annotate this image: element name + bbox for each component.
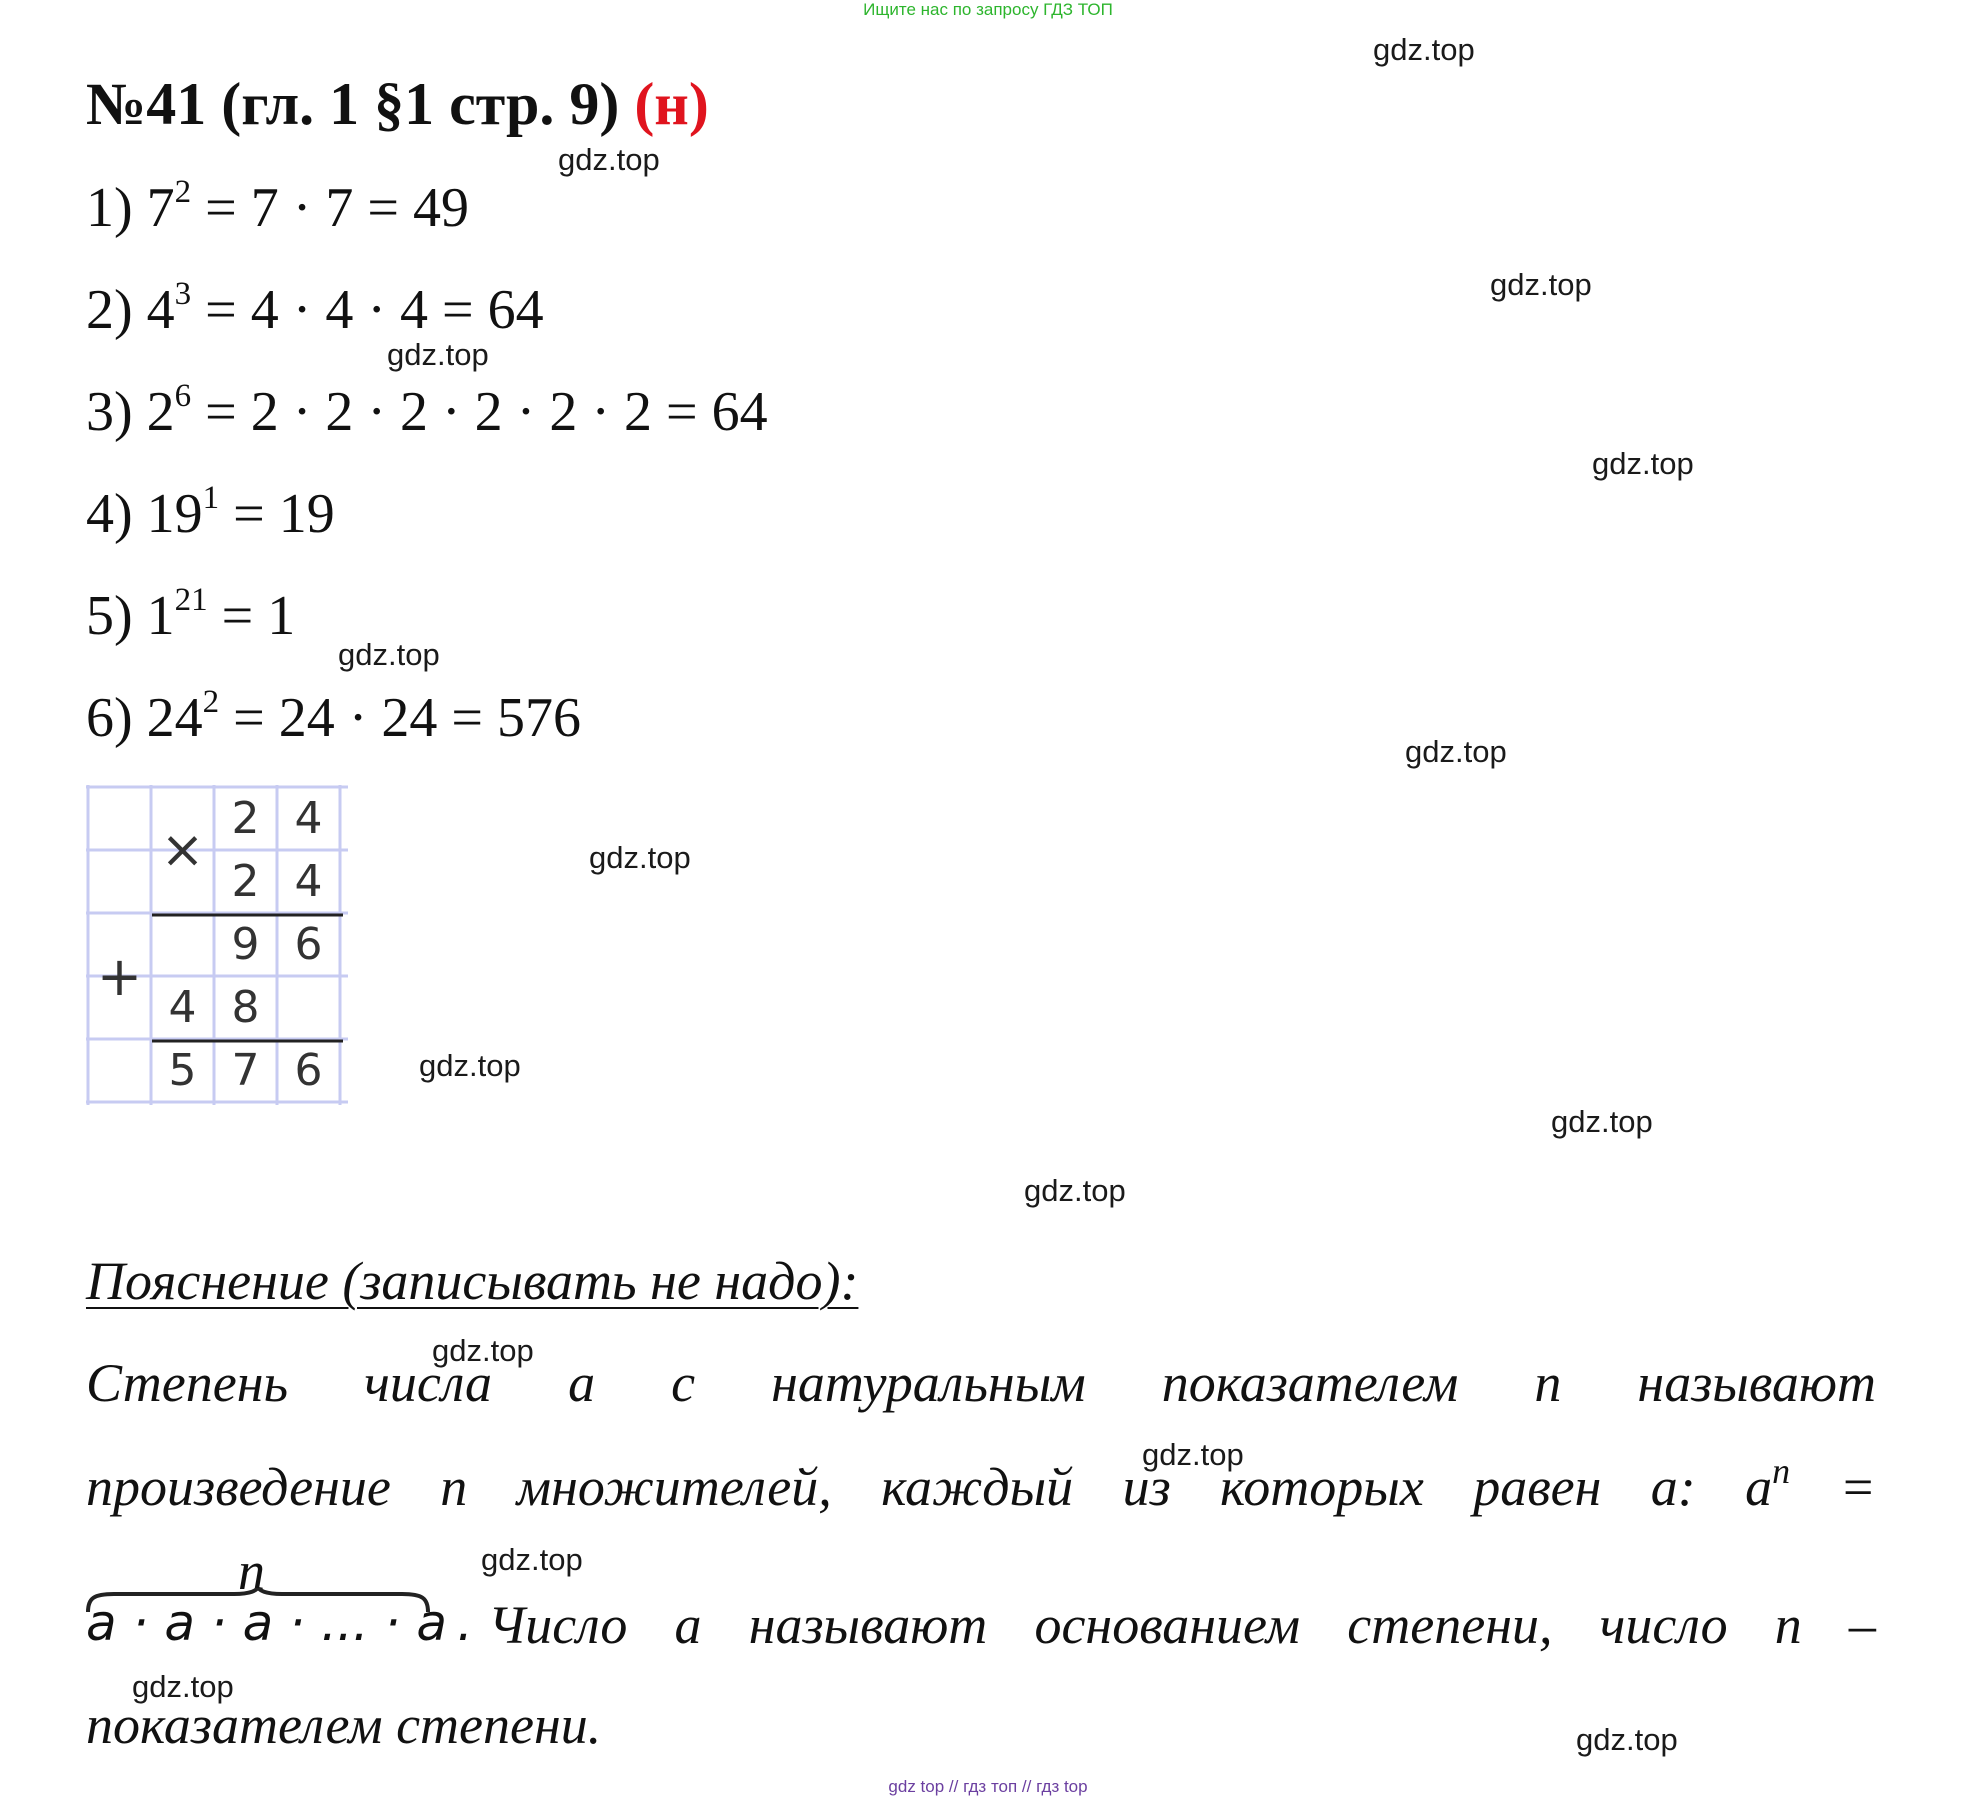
top-note: Ищите нас по запросу ГДЗ ТОП — [863, 0, 1113, 19]
digit: 8 — [231, 982, 260, 1033]
page-title — [86, 70, 709, 139]
watermark: gdz.top — [481, 1542, 583, 1577]
digit: 4 — [294, 793, 323, 844]
explanation-heading: Пояснение (записывать не надо): — [86, 1251, 859, 1311]
brace-label: n — [238, 1541, 265, 1601]
digit: 5 — [168, 1045, 197, 1096]
equation-6: 6) $24^2 = 24 \cdot 24 = 576$ — [86, 684, 581, 749]
explanation-line-2: произведение n множителей, каждый из которых равен a: $a^n$ = — [86, 1451, 1876, 1517]
watermark: gdz.top — [419, 1048, 521, 1083]
digit: 7 — [231, 1045, 260, 1096]
explanation-line-3: Число a называют основанием степени, число n – — [488, 1595, 1876, 1655]
watermark: gdz.top — [387, 337, 489, 372]
explanation-line-4: показателем степени. — [86, 1695, 602, 1755]
digit: 2 — [231, 856, 260, 907]
watermark: gdz.top — [1373, 32, 1475, 67]
footer: gdz top // гдз топ // гдз top — [888, 1777, 1088, 1796]
watermark: gdz.top — [1024, 1173, 1126, 1208]
watermark: gdz.top — [1551, 1104, 1653, 1139]
equation-5: 5) $1^{21} = 1$ — [86, 582, 296, 647]
equation-1: 1) $7^2 = 7 \cdot 7 = 49$ — [86, 174, 469, 239]
column-multiplication — [86, 785, 356, 1110]
watermark: gdz.top — [1576, 1722, 1678, 1757]
watermark: gdz.top — [558, 142, 660, 177]
watermark: gdz.top — [338, 637, 440, 672]
title-text: №41 (гл. 1 §1 стр. 9) — [86, 71, 620, 137]
equation-3: 3) $2^6 = 2 \cdot 2 \cdot 2 \cdot 2 \cdot 2 \cdot 2 = 64$ — [86, 378, 768, 443]
formula-power: $a^n$ — [1745, 1451, 1791, 1517]
product-formula: a · a · a · ... · a . — [86, 1594, 473, 1652]
watermark: gdz.top — [1592, 446, 1694, 481]
watermark: gdz.top — [132, 1669, 234, 1704]
watermark: gdz.top — [589, 840, 691, 875]
digit: 4 — [168, 982, 197, 1033]
plus-sign: + — [96, 945, 143, 1008]
digit: 4 — [294, 856, 323, 907]
times-sign: × — [160, 819, 205, 880]
explanation-line-1: Степень числа a с натуральным показателем n называют — [86, 1353, 1876, 1413]
equation-4: 4) $19^1 = 19$ — [86, 480, 335, 545]
digit: 6 — [294, 919, 323, 970]
watermark: gdz.top — [1490, 267, 1592, 302]
watermark: gdz.top — [1142, 1437, 1244, 1472]
digit: 6 — [294, 1045, 323, 1096]
equation-2: 2) $4^3 = 4 \cdot 4 \cdot 4 = 64$ — [86, 276, 544, 341]
title-badge: (н) — [634, 71, 709, 137]
digit: 2 — [231, 793, 260, 844]
watermark: gdz.top — [432, 1333, 534, 1368]
digit: 9 — [231, 919, 260, 970]
watermark: gdz.top — [1405, 734, 1507, 769]
